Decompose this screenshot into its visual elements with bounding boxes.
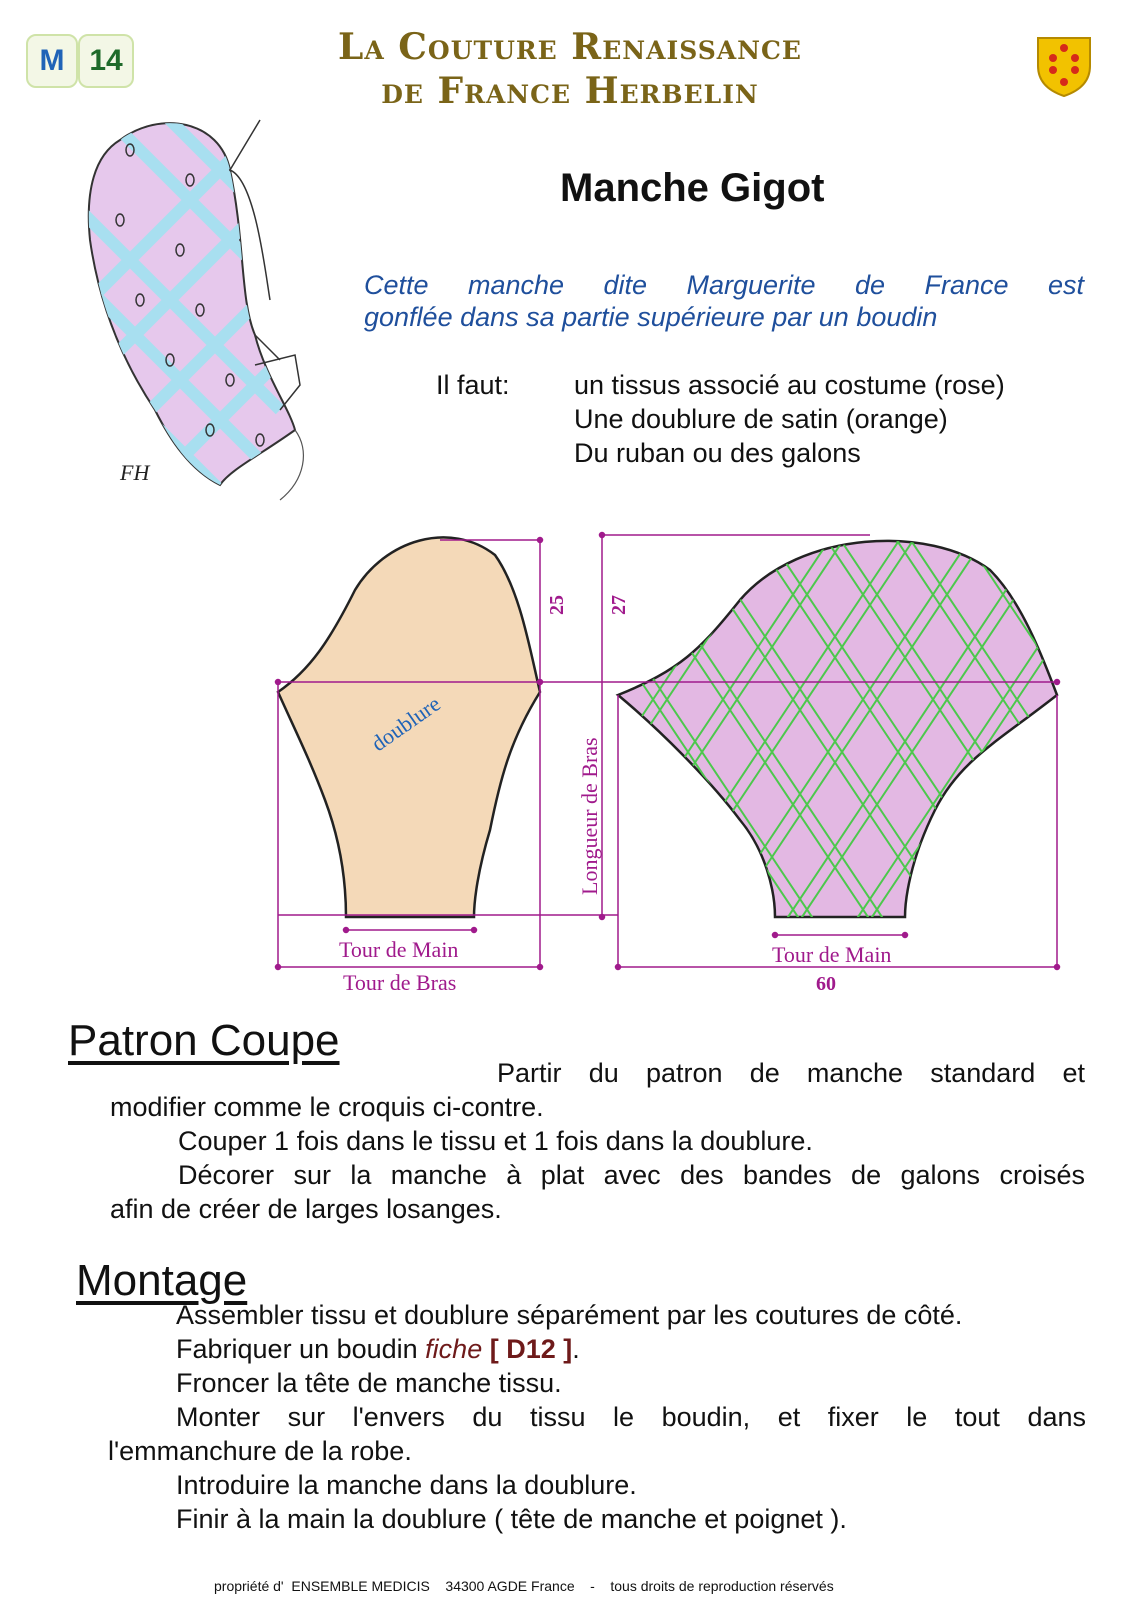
fiche-label: fiche xyxy=(425,1334,483,1364)
montage-line: Froncer la tête de manche tissu. xyxy=(176,1368,562,1398)
arm-round-label: Tour de Bras xyxy=(343,970,457,995)
fabric-piece xyxy=(618,541,1057,917)
needs-item: Une doublure de satin (orange) xyxy=(574,404,948,434)
montage-line: l'emmanchure de la robe. xyxy=(108,1436,412,1466)
sketch-signature: FH xyxy=(120,460,150,485)
hand-round-label-right: Tour de Main xyxy=(772,942,892,967)
montage-line: Monter sur l'envers du tissu le boudin, et fixer le tout dans xyxy=(176,1402,1086,1432)
pattern-diagram xyxy=(0,530,1132,1000)
intro-line1: Cette manche dite Marguerite de France est xyxy=(364,270,1084,300)
montage-line: Assembler tissu et doublure séparément par les coutures de côté. xyxy=(176,1300,963,1330)
patron-heading: Patron Coupe xyxy=(68,1016,340,1065)
coat-of-arms-icon xyxy=(1036,36,1092,98)
patron-line: Décorer sur la manche à plat avec des bandes de galons croisés xyxy=(178,1160,1085,1190)
lining-label: doublure xyxy=(366,690,445,757)
patron-line: Partir du patron de manche standard et xyxy=(497,1058,1085,1088)
montage-line1-end: . xyxy=(572,1334,580,1364)
needs-item: Du ruban ou des galons xyxy=(574,438,861,468)
brand-title-line1: La Couture Renaissance xyxy=(338,26,802,68)
arm-length-label: Longueur de Bras xyxy=(577,737,602,895)
footer-copyright: propriété d' ENSEMBLE MEDICIS 34300 AGDE France - tous droits de reproduction réservés xyxy=(214,1578,834,1594)
montage-line: Introduire la manche dans la doublure. xyxy=(176,1470,637,1500)
montage-line1-text: Fabriquer un boudin xyxy=(176,1334,426,1364)
montage-heading: Montage xyxy=(76,1256,248,1305)
patron-line: Couper 1 fois dans le tissu et 1 fois dans la doublure. xyxy=(178,1126,813,1156)
badge-number: 14 xyxy=(78,34,134,88)
montage-line: Finir à la main la doublure ( tête de manche et poignet ). xyxy=(176,1504,847,1534)
montage-line xyxy=(176,1332,580,1366)
intro-line2: gonflée dans sa partie supérieure par un boudin xyxy=(364,302,938,332)
needs-label: Il faut: xyxy=(436,370,510,400)
patron-line: afin de créer de larges losanges. xyxy=(110,1194,502,1224)
patron-line: modifier comme le croquis ci-contre. xyxy=(110,1092,544,1122)
brand-title-line2: de France Herbelin xyxy=(381,70,759,112)
page-title: Manche Gigot xyxy=(560,166,825,210)
hand-round-label-left: Tour de Main xyxy=(339,937,459,962)
dimension-27: 27 xyxy=(608,595,630,615)
sleeve-sketch xyxy=(80,110,340,530)
dimension-25: 25 xyxy=(546,595,568,615)
width-60-label: 60 xyxy=(816,973,836,995)
badge-letter: M xyxy=(26,34,78,88)
needs-item: un tissus associé au costume (rose) xyxy=(574,370,1005,400)
fiche-reference: [ D12 ] xyxy=(482,1334,573,1364)
